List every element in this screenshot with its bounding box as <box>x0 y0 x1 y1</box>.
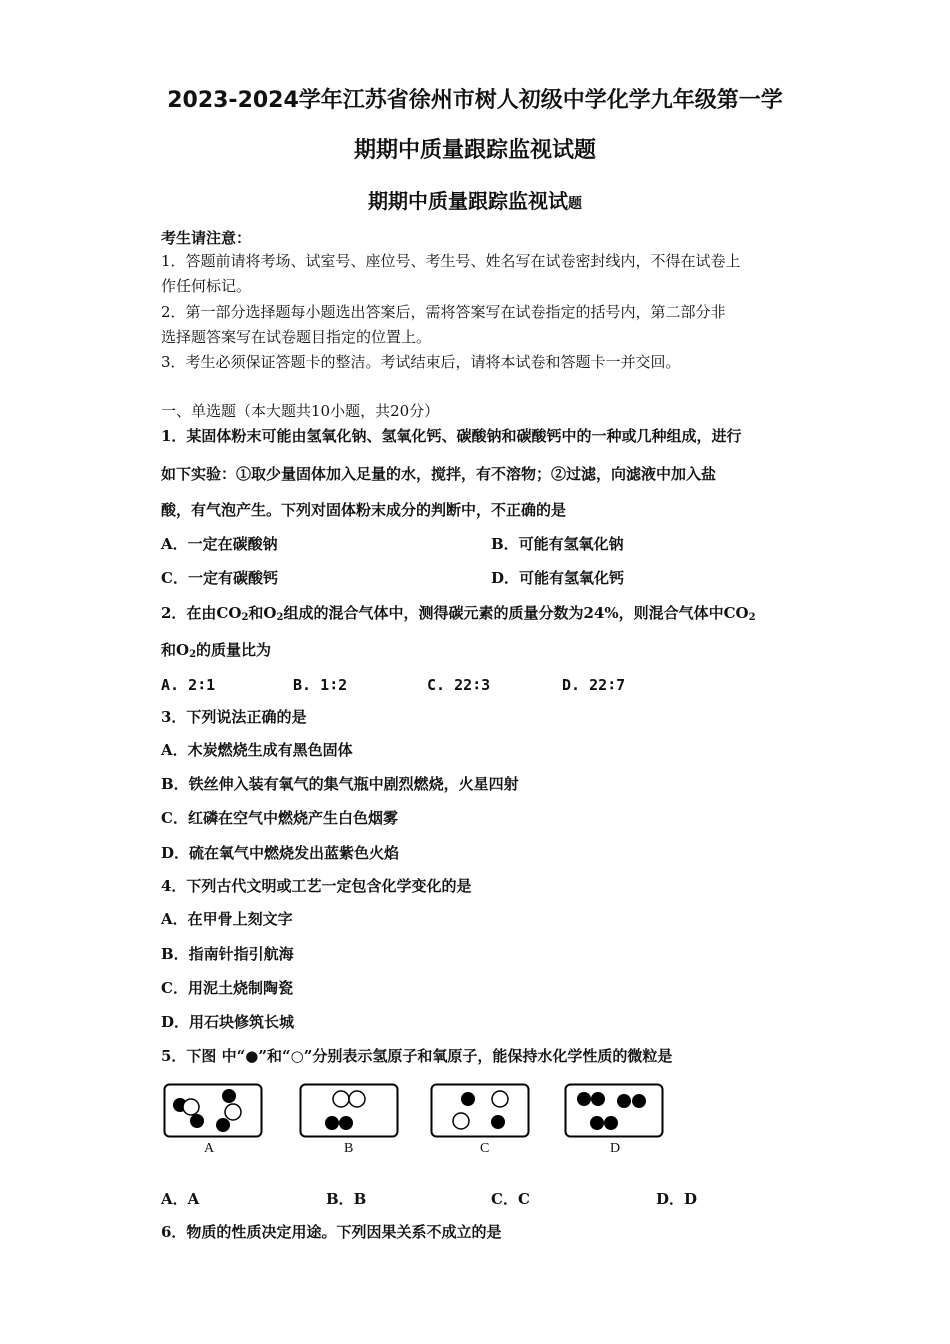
q2-line-1 <box>161 603 756 623</box>
q4-option-d: D．用石块修筑长城 <box>161 1013 295 1031</box>
title-line-1: 2023-2024学年江苏省徐州市树人初级中学化学九年级第一学 <box>167 88 783 113</box>
q2-sub-2: 2 <box>276 612 284 623</box>
q2-sub-4: 2 <box>189 649 197 660</box>
q3-option-c: C．红磷在空气中燃烧产生白色烟雾 <box>161 809 398 827</box>
title-line-2: 期期中质量跟踪监视试题 <box>353 138 596 163</box>
q3-option-d: D．硫在氧气中燃烧发出蓝紫色火焰 <box>161 844 400 862</box>
o-atom <box>349 1091 365 1107</box>
h-atom <box>632 1094 646 1108</box>
q1-option-c: C．一定有碳酸钙 <box>161 569 278 587</box>
q2-text-3: 组成的混合气体中，测得碳元素的质量分数为24%，则混合气体中CO <box>283 604 749 622</box>
h-atom <box>222 1089 236 1103</box>
q2-text-2: 和O <box>248 604 277 622</box>
q4-stem: 4．下列古代文明或工艺一定包含化学变化的是 <box>161 877 472 895</box>
figure-label-a: A <box>204 1141 215 1156</box>
q1-option-d: D．可能有氢氧化钙 <box>491 569 625 587</box>
h-atom <box>591 1092 605 1106</box>
notice-line-2b: 选择题答案写在试卷题目指定的位置上。 <box>161 328 432 346</box>
q2-text-1: 2．在由CO <box>161 604 242 622</box>
q2-option-d: D. 22∶7 <box>562 676 626 694</box>
h-atom <box>325 1116 339 1130</box>
q2-line-2 <box>161 640 271 660</box>
q4-option-b: B．指南针指引航海 <box>161 945 294 963</box>
h-atom <box>590 1116 604 1130</box>
o-atom <box>453 1113 469 1129</box>
figure-box-a <box>163 1083 263 1139</box>
q2-sub-1: 2 <box>241 612 249 623</box>
h-atom <box>339 1116 353 1130</box>
o-atom <box>333 1091 349 1107</box>
h-atom <box>604 1116 618 1130</box>
q5-option-b: B．B <box>326 1190 367 1208</box>
o-atom <box>225 1104 241 1120</box>
q2-option-c: C. 22∶3 <box>427 676 491 694</box>
q4-option-a: A．在甲骨上刻文字 <box>161 910 293 928</box>
notice-heading: 考生请注意： <box>161 229 252 247</box>
q1-option-b: B．可能有氢氧化钠 <box>491 535 624 553</box>
h-atom <box>216 1118 230 1132</box>
q5-option-a: A．A <box>161 1190 200 1208</box>
h-atom <box>617 1094 631 1108</box>
title-line-3-main: 期期中质量跟踪监视试 <box>368 189 568 213</box>
q2-text-4: 和O <box>161 641 190 659</box>
q1-line-3: 酸，有气泡产生。下列对固体粉末成分的判断中，不正确的是 <box>161 501 567 519</box>
notice-line-3: 3．考生必须保证答题卡的整洁。考试结束后，请将本试卷和答题卡一并交回。 <box>161 353 681 371</box>
h-atom <box>491 1115 505 1129</box>
figure-box-d <box>564 1083 664 1139</box>
h-atom <box>461 1092 475 1106</box>
figure-label-b: B <box>344 1141 354 1156</box>
q5-option-c: C．C <box>491 1190 530 1208</box>
q3-option-b: B．铁丝伸入装有氧气的集气瓶中剧烈燃烧，火星四射 <box>161 775 519 793</box>
q5-option-d: D．D <box>656 1190 698 1208</box>
h-atom <box>190 1114 204 1128</box>
notice-line-1a: 1．答题前请将考场、试室号、座位号、考生号、姓名写在试卷密封线内，不得在试卷上 <box>161 252 741 270</box>
q1-line-2: 如下实验：①取少量固体加入足量的水，搅拌，有不溶物；②过滤，向滤液中加入盐 <box>161 465 717 483</box>
q1-option-a: A．一定在碳酸钠 <box>161 535 278 553</box>
title-line-3-tail: 题 <box>568 196 582 212</box>
q6-stem: 6．物质的性质决定用途。下列因果关系不成立的是 <box>161 1223 502 1241</box>
notice-line-2a: 2．第一部分选择题每小题选出答案后，需将答案写在试卷指定的括号内，第二部分非 <box>161 303 726 321</box>
figure-box-c <box>430 1083 530 1139</box>
notice-line-1b: 作任何标记。 <box>161 277 252 295</box>
q5-stem: 5．下图 中“●”和“○”分别表示氢原子和氧原子，能保持水化学性质的微粒是 <box>161 1047 673 1065</box>
title-line-3 <box>0 186 950 219</box>
figure-label-d: D <box>610 1141 621 1156</box>
q2-option-a: A. 2∶1 <box>161 676 216 694</box>
q2-sub-3: 2 <box>748 612 756 623</box>
o-atom <box>183 1099 199 1115</box>
q4-option-c: C．用泥土烧制陶瓷 <box>161 979 293 997</box>
section-heading: 一、单选题（本大题共10小题，共20分） <box>161 402 440 420</box>
q3-stem: 3．下列说法正确的是 <box>161 708 307 726</box>
figure-box-b <box>299 1083 399 1139</box>
q2-text-5: 的质量比为 <box>196 641 272 659</box>
h-atom <box>577 1092 591 1106</box>
q2-option-b: B. 1∶2 <box>293 676 348 694</box>
o-atom <box>492 1091 508 1107</box>
q3-option-a: A．木炭燃烧生成有黑色固体 <box>161 741 353 759</box>
figure-label-c: C <box>480 1141 490 1156</box>
q1-line-1: 1．某固体粉末可能由氢氧化钠、氢氧化钙、碳酸钠和碳酸钙中的一种或几种组成，进行 <box>161 427 742 445</box>
